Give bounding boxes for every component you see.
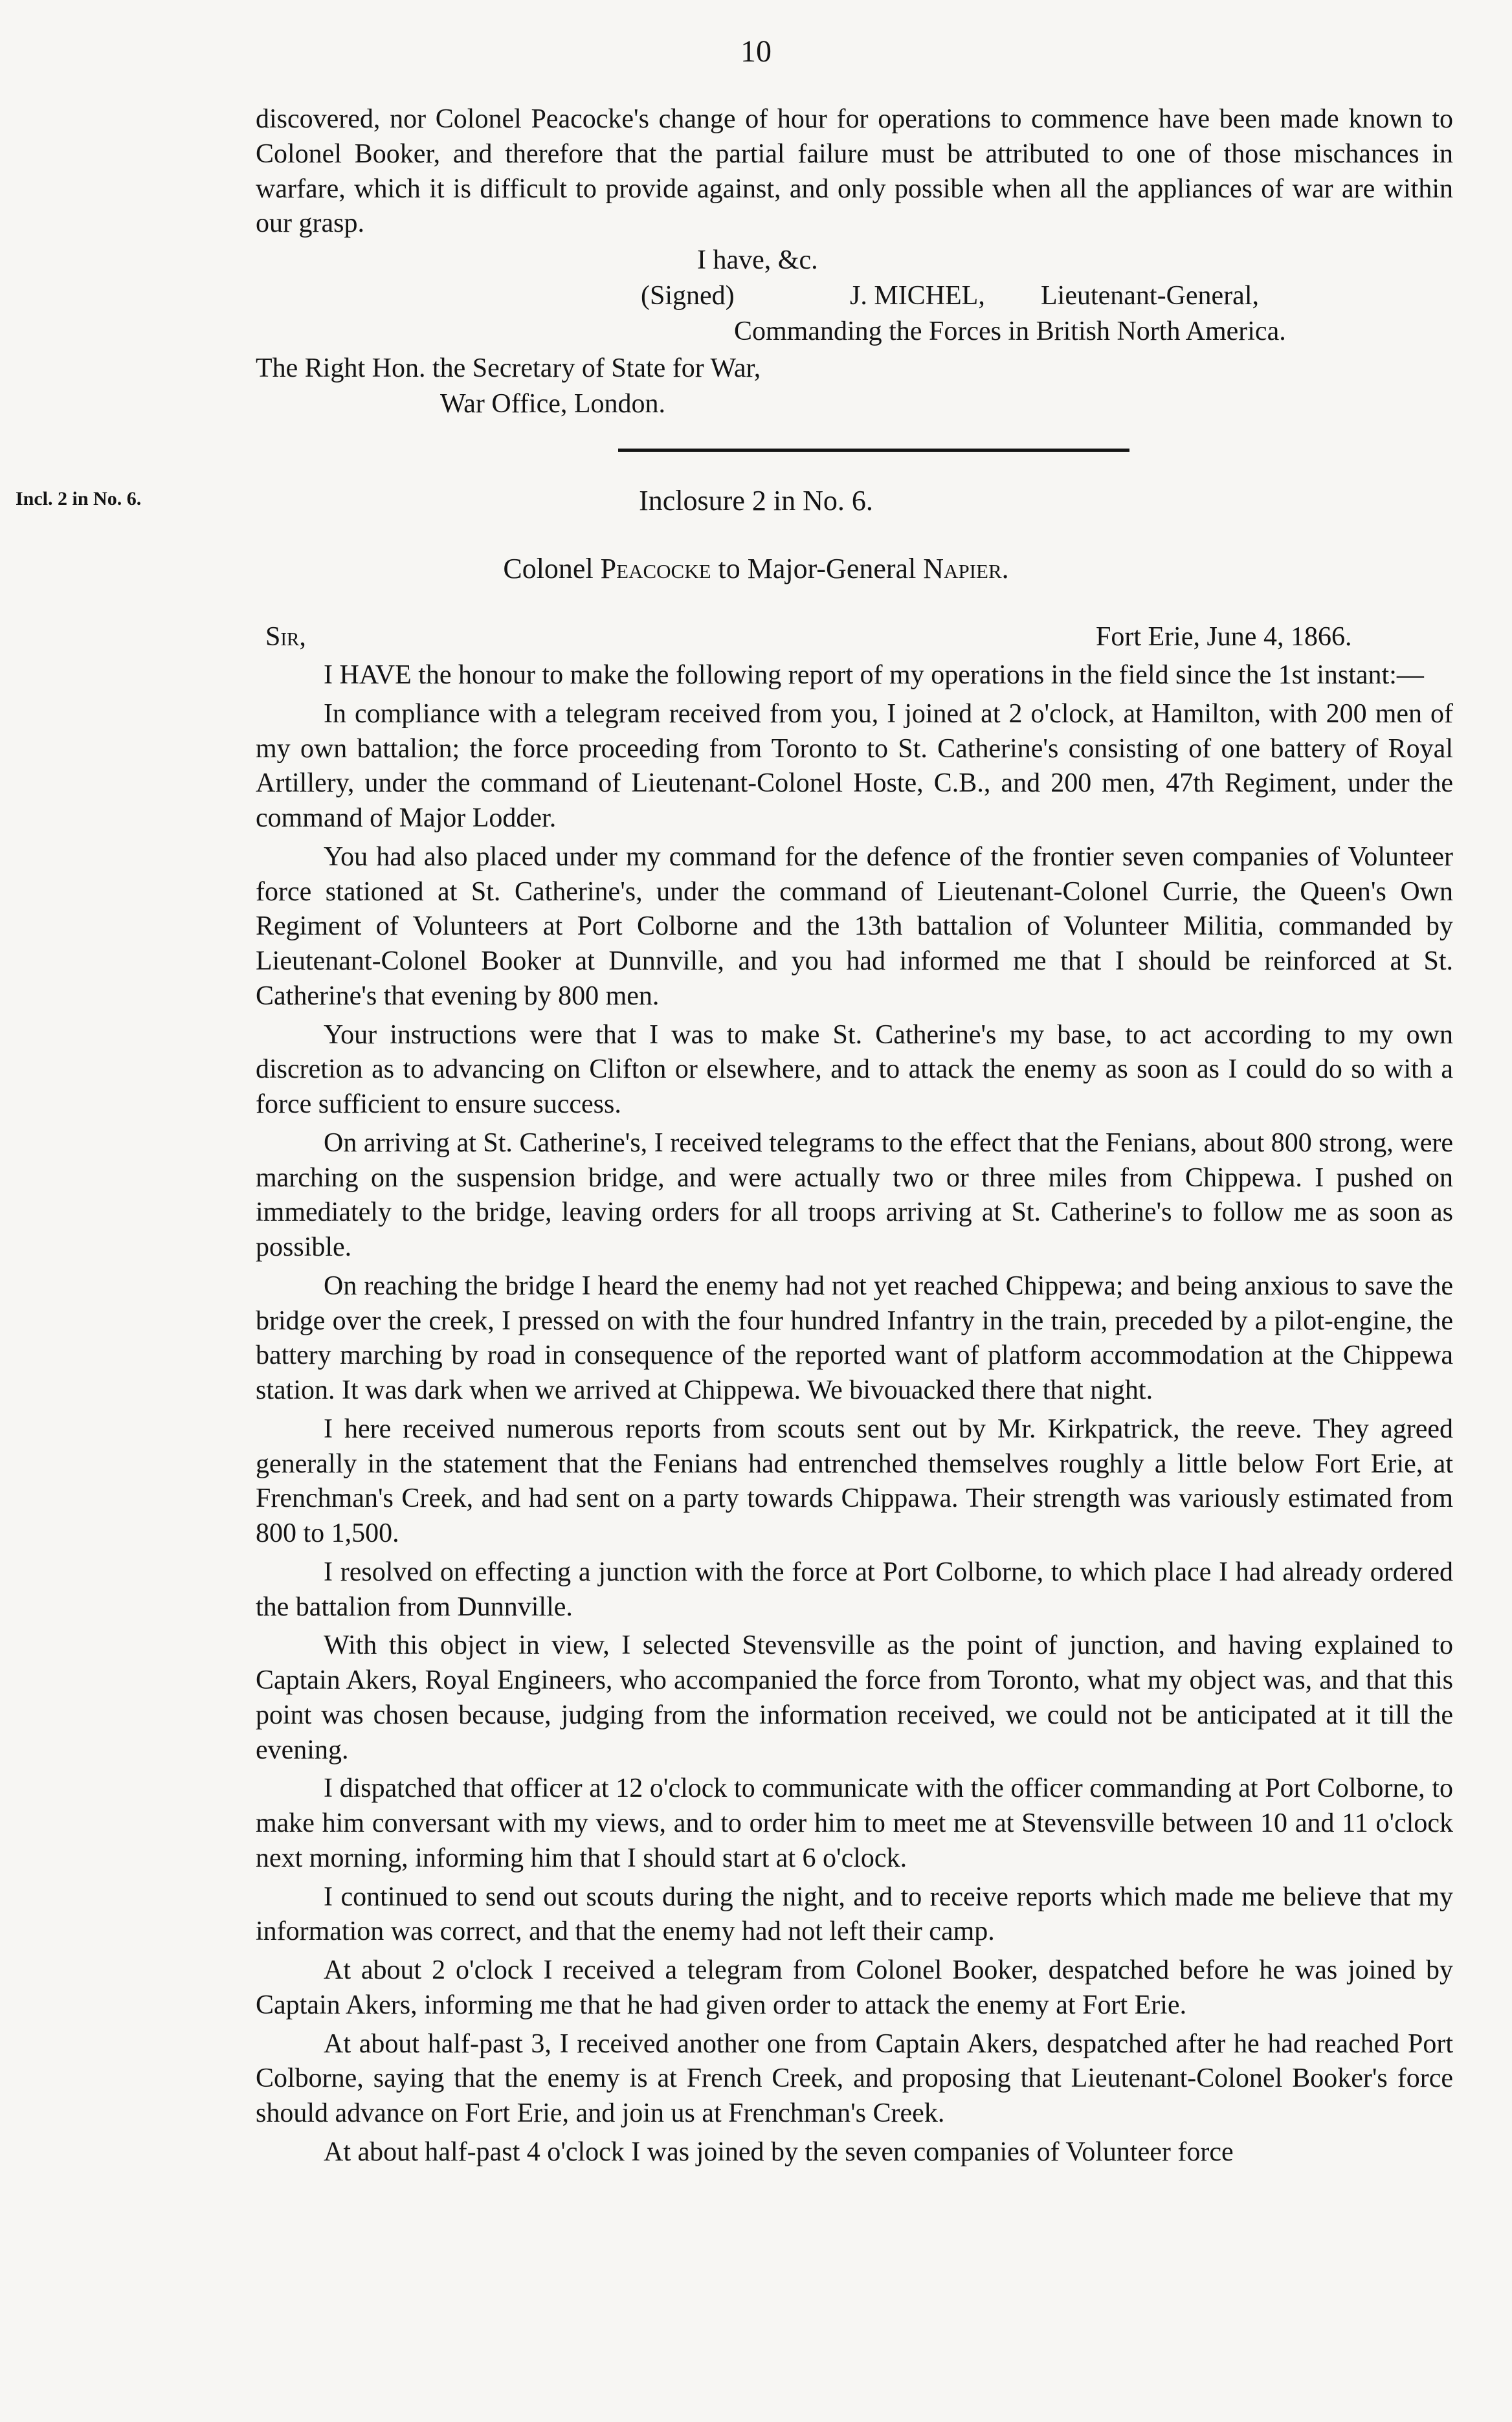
opening-paragraph: discovered, nor Colonel Peacocke's change of hour for operations to commence have been made known to Colonel Booker, and therefore that the partial failure must be attributed to one of those mischances in warfare, which it is difficult to provide against, and only possible when all the appliances of war are within our grasp. xyxy=(256,104,1453,239)
report-body xyxy=(256,658,1453,2174)
letter-heading-to: to Major-General xyxy=(718,553,917,584)
letter-heading-from: Colonel xyxy=(503,553,594,584)
body-paragraph-7: I here received numerous reports from scouts sent out by Mr. Kirkpatrick, the reeve. They agreed generally in the statement that the Fenians had entrenched themselves roughly a little below Fort Erie, at Frenchman's Creek, and had sent on a party towards Chippawa. Their strength was variously estimated from 800 to 1,500. xyxy=(256,1414,1453,1548)
signature-rank: Lieutenant-General, xyxy=(1041,281,1259,311)
signature-signed: (Signed) xyxy=(641,281,735,311)
closing: I have, &c. xyxy=(697,245,818,275)
body-paragraph-10: I dispatched that officer at 12 o'clock to communicate with the officer commanding at Port Colborne, to make him conversant with my views, and to order him to meet me at Stevensville between 10 and 11 o'clock next morning, informing him that I should start at 6 o'clock. xyxy=(256,1773,1453,1873)
section-divider xyxy=(618,449,1129,452)
body-paragraph-12: At about 2 o'clock I received a telegram from Colonel Booker, despatched before he was joined by Captain Akers, informing me that he had given order to attack the enemy at Fort Erie. xyxy=(256,1955,1453,2020)
body-paragraph-13: At about half-past 3, I received another one from Captain Akers, despatched after he had reached Port Colborne, saying that the enemy is at French Creek, and proposing that Lieutenant-Colonel Booker's force should advance on Fort Erie, and join us at Frenchman's Creek. xyxy=(256,2028,1453,2128)
body-paragraph-5: On arriving at St. Catherine's, I received telegrams to the effect that the Fenians, about 800 strong, were marching on the suspension bridge, and were actually two or three miles from Chippewa. I pushed on immediately to the bridge, leaving orders for all troops arriving at St. Catherine's to follow me as soon as possible. xyxy=(256,1128,1453,1262)
letter-heading-to-name: Napier. xyxy=(923,553,1009,584)
signature-command: Commanding the Forces in British North America. xyxy=(734,317,1286,346)
signature-name: J. MICHEL, xyxy=(850,281,985,311)
addressee-line-2: War Office, London. xyxy=(440,389,666,419)
opening-paragraph-block xyxy=(256,102,1453,245)
margin-note: Incl. 2 in No. 6. xyxy=(16,488,142,509)
body-paragraph-2: In compliance with a telegram received from you, I joined at 2 o'clock, at Hamilton, with 200 men of my own battalion; the force proceeding from Toronto to St. Catherine's consisting of one battery of Royal Artillery, under the command of Lieutenant-Colonel Hoste, C.B., and 200 men, 47th Regiment, under the command of Major Lodder. xyxy=(256,698,1453,833)
salutation: Sir, xyxy=(265,622,306,652)
letter-heading-from-name: Peacocke xyxy=(600,553,711,584)
inclosure-title: Inclosure 2 in No. 6. xyxy=(639,485,873,517)
addressee-line-1: The Right Hon. the Secretary of State for War, xyxy=(256,353,761,383)
page-number: 10 xyxy=(740,34,772,69)
place-date: Fort Erie, June 4, 1866. xyxy=(1096,622,1352,652)
body-paragraph-6: On reaching the bridge I heard the enemy had not yet reached Chippewa; and being anxious to save the bridge over the creek, I pressed on with the four hundred Infantry in the train, preceded by a pilot-engine, the battery marching by road in consequence of the reported want of platform accommodation at the Chippewa station. It was dark when we arrived at Chippewa. We bivouacked there that night. xyxy=(256,1271,1453,1405)
body-paragraph-11: I continued to send out scouts during the night, and to receive reports which made me believe that my information was correct, and that the enemy had not left their camp. xyxy=(256,1882,1453,1947)
body-final-line: At about half-past 4 o'clock I was joined by the seven companies of Volunteer force xyxy=(324,2137,1234,2167)
body-paragraph-4: Your instructions were that I was to make St. Catherine's my base, to act according to my own discretion as to advancing on Clifton or elsewhere, and to attack the enemy as soon as I could do so with a force sufficient to ensure success. xyxy=(256,1019,1453,1119)
body-paragraph-1: I HAVE the honour to make the following report of my operations in the field since the 1st instant:— xyxy=(324,660,1424,690)
body-paragraph-8: I resolved on effecting a junction with the force at Port Colborne, to which place I had already ordered the battalion from Dunnville. xyxy=(256,1557,1453,1622)
letter-heading xyxy=(0,552,1512,585)
body-paragraph-3: You had also placed under my command for the defence of the frontier seven companies of Volunteer force stationed at St. Catherine's, under the command of Lieutenant-Colonel Currie, the Queen's Own Regiment of Volunteers at Port Colborne and the 13th battalion of Volunteer Militia, commanded by Lieutenant-Colonel Booker at Dunnville, and you had informed me that I should be reinforced at St. Catherine's that evening by 800 men. xyxy=(256,841,1453,1011)
body-paragraph-9: With this object in view, I selected Stevensville as the point of junction, and having explained to Captain Akers, Royal Engineers, who accompanied the force from Toronto, what my object was, and that this point was chosen because, judging from the information received, we could not be anticipated at it till the evening. xyxy=(256,1630,1453,1765)
